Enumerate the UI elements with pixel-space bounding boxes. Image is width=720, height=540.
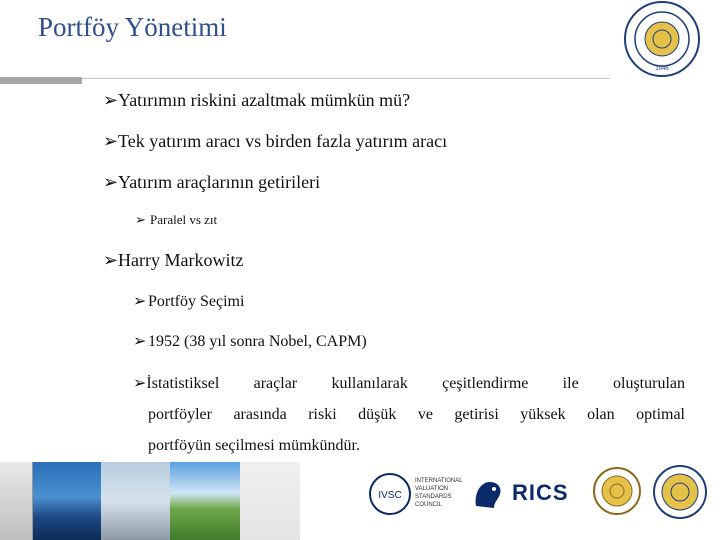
rics-logo-text: RICS — [512, 480, 569, 505]
svg-text:IVSC: IVSC — [378, 490, 402, 501]
arrow-bullet-icon: ➢ — [103, 131, 119, 151]
arrow-bullet-icon: ➢ — [103, 172, 119, 192]
footer-photo-city — [33, 462, 101, 540]
footer-photo — [0, 462, 33, 540]
arrow-bullet-icon: ➢ — [103, 90, 119, 110]
rics-lion-icon — [468, 474, 508, 514]
sub-bullet-statistics: ➢İstatistiksel araçlar kullanılarak çeşitlendirme ile oluşturulan portföyler arasında riski düşük ve getirisi yüksek olan optimal portföyün seçilmesi mümkündür. — [133, 375, 685, 454]
arrow-bullet-icon: ➢ — [133, 375, 147, 392]
sub-bullet-parallel: ➢ Paralel vs zıt — [135, 212, 218, 227]
arrow-bullet-icon: ➢ — [103, 250, 119, 270]
bullet-markowitz: ➢Harry Markowitz — [103, 250, 244, 270]
ankara-university-seal-icon — [652, 464, 708, 520]
footer-photo-towers — [101, 462, 171, 540]
bullet-risk-question: ➢Yatırımın riskini azaltmak mümkün mü? — [103, 90, 411, 110]
footer-photo-blank — [240, 462, 300, 540]
ivsc-name: INTERNATIONAL VALUATION STANDARDS COUNCIL — [415, 478, 463, 508]
sub-bullet-portfolio-selection: ➢Portföy Seçimi — [133, 293, 245, 310]
title-divider — [0, 78, 610, 79]
footer-photo-field — [170, 462, 240, 540]
sub-bullet-nobel: ➢1952 (38 yıl sonra Nobel, CAPM) — [133, 333, 367, 350]
ivsc-logo-icon — [368, 472, 412, 516]
footer-photo-strip — [0, 462, 300, 540]
seal-year: 1946 — [655, 66, 669, 72]
university-seal-small-icon — [592, 466, 642, 516]
university-seal-icon — [623, 0, 701, 78]
bullet-single-vs-multiple: ➢Tek yatırım aracı vs birden fazla yatırım aracı — [103, 131, 448, 151]
arrow-bullet-icon: ➢ — [133, 293, 147, 310]
page-title: Portföy Yönetimi — [38, 12, 227, 42]
bullet-returns: ➢Yatırım araçlarının getirileri — [103, 172, 321, 192]
arrow-bullet-icon: ➢ — [133, 333, 147, 350]
title-divider-accent — [0, 77, 82, 84]
arrow-bullet-icon: ➢ — [135, 212, 146, 227]
